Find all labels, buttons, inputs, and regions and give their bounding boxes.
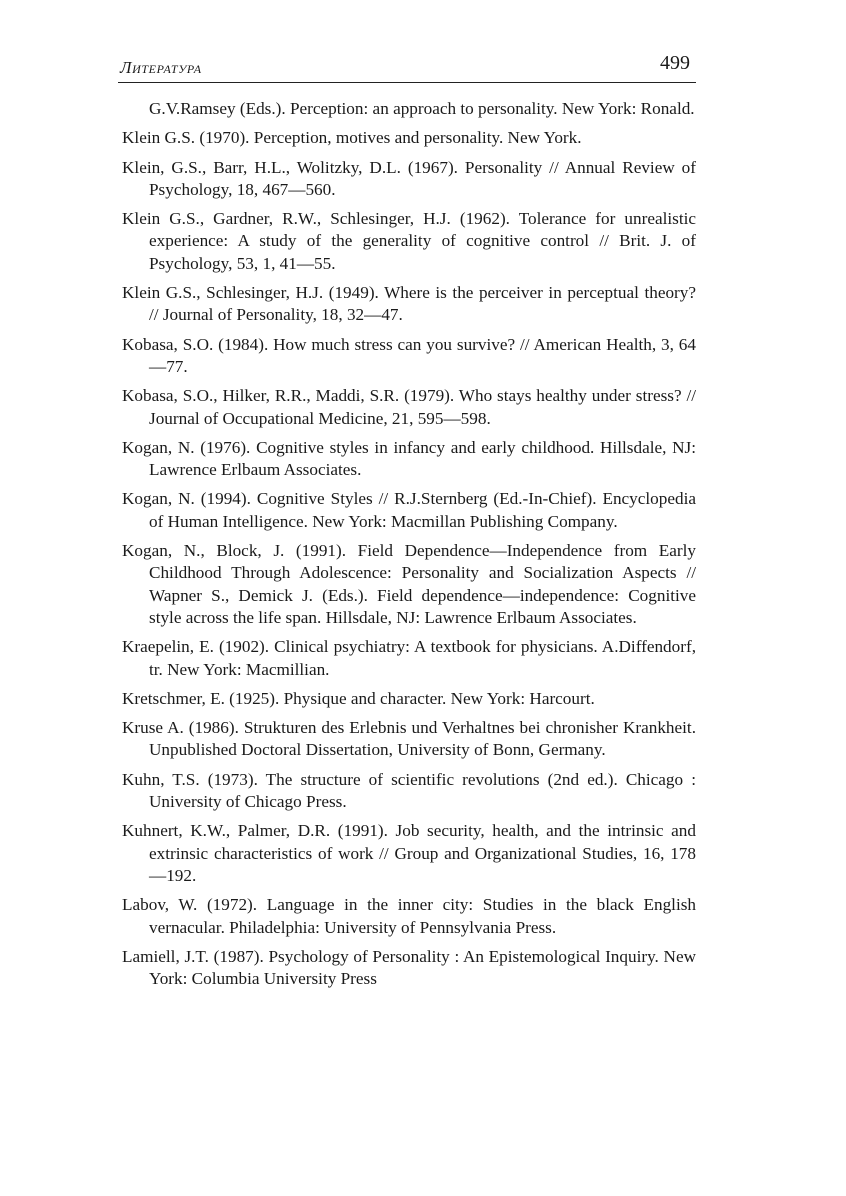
reference-entry: Klein G.S. (1970). Perception, motives and personality. New York. <box>122 128 582 148</box>
reference-entry: G.V.Ramsey (Eds.). Perception: an approach to personality. New York: Ronald. <box>149 99 695 118</box>
running-header <box>118 52 696 83</box>
reference-entry: Labov, W. (1972). Language in the inner city: Studies in the black English vernacular. Philadelphia: University of Pennsylvania Press. <box>122 895 696 937</box>
reference-entry: Kogan, N. (1976). Cognitive styles in infancy and early childhood. Hillsdale, NJ: Lawrence Erlbaum Associates. <box>122 437 696 480</box>
reference-entry: Kretschmer, E. (1925). Physique and character. New York: Harcourt. <box>122 688 595 708</box>
reference-entry: Kuhn, T.S. (1973). The structure of scientific revolutions (2nd ed.). Chicago : University of Chicago Press. <box>122 769 696 812</box>
section-title: Литература <box>120 58 202 77</box>
reference-entry: Klein G.S., Schlesinger, H.J. (1949). Where is the perceiver in perceptual theory? // Journal of Personality, 18, 32—47. <box>122 283 696 325</box>
reference-entry: Klein, G.S., Barr, H.L., Wolitzky, D.L. (1967). Personality // Annual Review of Psychology, 18, 467—560. <box>122 157 696 199</box>
reference-list <box>122 98 696 997</box>
reference-entry: Kobasa, S.O., Hilker, R.R., Maddi, S.R. (1979). Who stays healthy under stress? // Journal of Occupational Medicine, 21, 595—598. <box>122 386 696 428</box>
reference-entry: Kogan, N., Block, J. (1991). Field Dependence—Independence from Early Childhood Through Adolescence: Personality and Socialization Aspects // Wapner S., Demick J. (Eds.). Field dependence—independence: Cognitive style across the life span. Hillsdale, NJ: Lawrence Erlbaum Associates. <box>122 541 696 627</box>
reference-entry: Kobasa, S.O. (1984). How much stress can you survive? // American Health, 3, 64—77. <box>122 334 696 376</box>
reference-entry: Lamiell, J.T. (1987). Psychology of Personality : An Epistemological Inquiry. New York: Columbia University Press <box>122 946 696 989</box>
reference-entry: Kogan, N. (1994). Cognitive Styles // R.J.Sternberg (Ed.-In-Chief). Encyclopedia of Human Intelligence. New York: Macmillan Publishing Company. <box>122 489 696 531</box>
page-number: 499 <box>660 52 690 74</box>
reference-entry: Kuhnert, K.W., Palmer, D.R. (1991). Job security, health, and the intrinsic and extrinsic characteristics of work // Group and Organizational Studies, 16, 178—192. <box>122 821 696 885</box>
reference-entry: Kruse A. (1986). Strukturen des Erlebnis und Verhaltnes bei chronisher Krankheit. Unpublished Doctoral Dissertation, University of Bonn, Germany. <box>122 718 696 760</box>
reference-entry: Kraepelin, E. (1902). Clinical psychiatry: A textbook for physicians. A.Diffendorf, tr. New York: Macmillian. <box>122 637 696 679</box>
reference-entry: Klein G.S., Gardner, R.W., Schlesinger, H.J. (1962). Tolerance for unrealistic experience: A study of the generality of cognitive control // Brit. J. of Psychology, 53, 1, 41—55. <box>122 209 696 273</box>
